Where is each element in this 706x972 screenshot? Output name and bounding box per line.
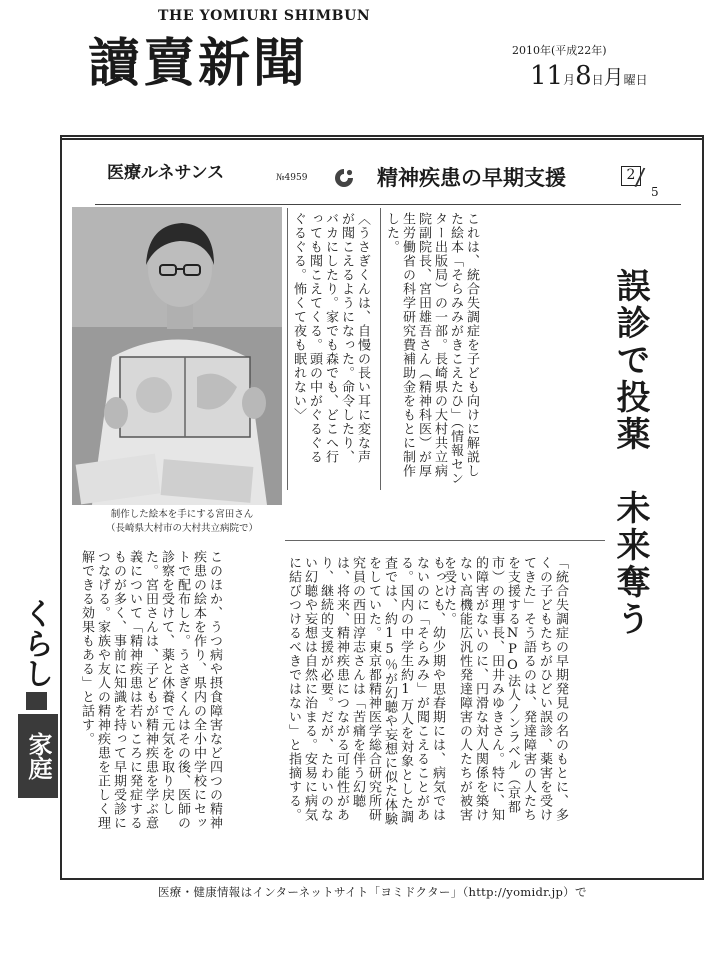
tier-rule [285, 540, 605, 541]
date-month: 11 [530, 61, 564, 91]
header-rule [95, 204, 681, 205]
section-label-katei: 家庭 [18, 714, 58, 798]
frame-top-rule [60, 138, 704, 140]
column-rule [287, 208, 288, 490]
date-year: 2010年(平成22年) [512, 44, 607, 57]
column-rule [380, 208, 381, 490]
series-number: №4959 [276, 173, 308, 183]
series-name: 医療ルネサンス [107, 163, 225, 183]
date-month-unit: 月 [563, 73, 576, 87]
article-photo [72, 207, 282, 505]
masthead-english-name: THE YOMIURI SHIMBUN [158, 8, 371, 24]
issue-date [530, 60, 648, 96]
headline: 誤診で投薬 未来奪う [610, 268, 650, 638]
series-logo-icon [334, 168, 354, 188]
section-label-kurashi: くらし [18, 598, 53, 688]
part-total: 5 [651, 185, 659, 199]
article-text-right: 「統合失調症の早期発見の名のもとに、多くの子どもたちがひどい誤診、薬害を受けてきた」そう語るのは、発達障害の人たちを支援するNPO法人ノンラベル（京都市）の理事長、田井みゆきさん。特に、知的障害がないのに、円滑な対人関係を築けない高機能広汎性発達障害の人たちが被害を受けた。 [441, 556, 568, 822]
series-topic: 精神疾患の早期支援 [377, 165, 566, 190]
date-day: 8 [575, 61, 592, 91]
article-text-middle: このほか、うつ病や摂食障害など四つの精神疾患の絵本を作り、県内の全小中学校にセットで配布した。うさぎくんはその後、医師の診察を受けて、薬と休養で元気を取り戻した。宮田さんは、子どもが精神疾患を学ぶ意義について「精神疾患は若いころに発症するものが多く、事前に知識を持って早期受診につなげる。家族や友人の精神疾患を正しく理解できる効果もある」と話す。 [79, 550, 222, 830]
photo-caption-line1: 制作した絵本を手にする宮田さん [110, 509, 254, 520]
date-weekday: 月 [603, 65, 624, 89]
date-weekday-unit: 曜日 [623, 73, 648, 87]
photo-caption [72, 508, 292, 536]
article-text-opening: 〈うさぎくんは、自慢の長い耳に変な声が聞こえるようになった。命令したり、バカにしたり。家でも森でも、どこへ行っても聞こえてくる。頭の中がぐるぐるぐるぐる。怖くて夜も眠れない〉 [291, 212, 370, 464]
date-day-unit: 日 [591, 73, 604, 87]
masthead-japanese-name: 讀賣新聞 [88, 33, 309, 94]
part-slash: / [634, 162, 647, 192]
article-text-upper: これは、統合失調症を子ども向けに解説した絵本「そらみみがきこえたひ」（情報センター出版局）の一部。長崎県の大村共立病院副院長、宮田雄吾さん（精神科医）が厚生労働省の科学研究費補助金をもとに制作した。 [384, 212, 479, 486]
part-number: 2 [621, 166, 641, 186]
doctor-holding-picture-book-image [72, 207, 282, 505]
footer-note: 医療・健康情報はインターネットサイト「ヨミドクター」（http://yomidr.jp）で [158, 885, 587, 899]
article-text-lower: もっとも、幼少期や思春期には、病気ではないのに「そらみみ」が聞こえることがある。国内の中学生約1万人を対象とした調査では、約15％が幻聴や妄想に似た体験をしていた。東京都精神医学総合研究所研究員の西田淳志さんは「苦痛を伴う幻聴は、将来、精神疾患につながる可能性があり、継続的支援が必要。だが、たわいのない幻聴や妄想は自然に治まる。安易に病気に結びつけるべきではない」と指摘する。 [286, 556, 445, 826]
section-bar [26, 692, 47, 710]
photo-caption-line2: （長崎県大村市の大村共立病院で） [105, 523, 258, 534]
